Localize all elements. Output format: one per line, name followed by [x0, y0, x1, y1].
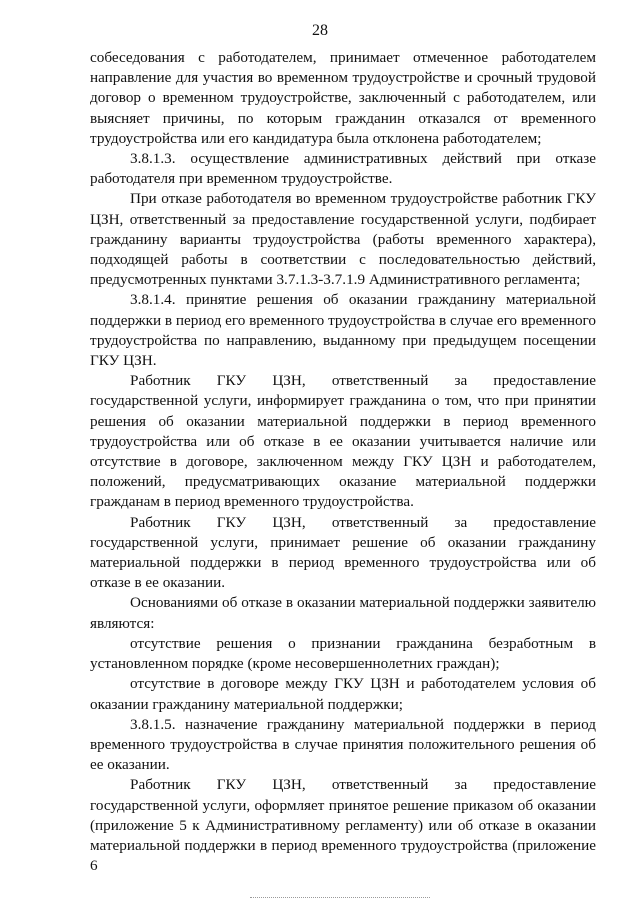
- paragraph-refusal-grounds: Основаниями об отказе в оказании материальной поддержки заявителю являются:: [90, 594, 596, 632]
- paragraph-3-8-1-5: 3.8.1.5. назначение гражданину материальной поддержки в период временного трудоустройства в случае принятия положительного решения об ее оказании.: [90, 715, 596, 774]
- paragraph-ground-1: отсутствие решения о признании гражданина безработным в установленном порядке (кроме несовершеннолетних граждан);: [90, 634, 596, 673]
- document-body: [90, 48, 596, 876]
- paragraph-informs-citizen: Работник ГКУ ЦЗН, ответственный за предоставление государственной услуги, информирует гражданина о том, что при принятии решения об оказании материальной поддержки в период временного трудоустройства или об отказе в ее оказании учитывается наличие или отсутствие в договоре, заключенном между ГКУ ЦЗН и работодателем, положений, предусматривающих оказание материальной поддержки гражданам в период временного трудоустройства.: [90, 372, 596, 511]
- paragraph-3-8-1-4: 3.8.1.4. принятие решения об оказании гражданину материальной поддержки в период его временного трудоустройства в случае его временного трудоустройства по направлению, выданному при предыдущем посещении ГКУ ЦЗН.: [90, 291, 596, 370]
- paragraph-continuation: собеседования с работодателем, принимает отмеченное работодателем направление для участия во временном трудоустройстве и срочный трудовой договор о временном трудоустройстве, заключенный с работодателем, или выясняет причины, по которым гражданин отказался от временного трудоустройства или его кандидатура была отклонена работодателем;: [90, 49, 596, 147]
- bottom-divider: [250, 897, 430, 898]
- paragraph-order-issued: Работник ГКУ ЦЗН, ответственный за предоставление государственной услуги, оформляет принятое решение приказом об оказании (приложение 5 к Административному регламенту) или об отказе в оказании материальной поддержки в период временного трудоустройства (приложение 6: [90, 776, 596, 875]
- paragraph-makes-decision: Работник ГКУ ЦЗН, ответственный за предоставление государственной услуги, принимает решение об оказании гражданину материальной поддержки в период временного трудоустройства или об отказе в ее оказании.: [90, 513, 596, 592]
- paragraph-3-8-1-3: 3.8.1.3. осуществление административных действий при отказе работодателя при временном трудоустройстве.: [90, 150, 596, 188]
- paragraph-ground-2: отсутствие в договоре между ГКУ ЦЗН и работодателем условия об оказании гражданину материальной поддержки;: [90, 675, 596, 713]
- page-number: 28: [312, 22, 328, 39]
- paragraph-employer-refusal: При отказе работодателя во временном трудоустройстве работник ГКУ ЦЗН, ответственный за предоставление государственной услуги, подбирает гражданину варианты трудоустройства (работы временного характера), подходящей работы в соответствии с последовательностью действий, предусмотренных пунктами 3.7.1.3-3.7.1.9 Административного регламента;: [90, 190, 596, 289]
